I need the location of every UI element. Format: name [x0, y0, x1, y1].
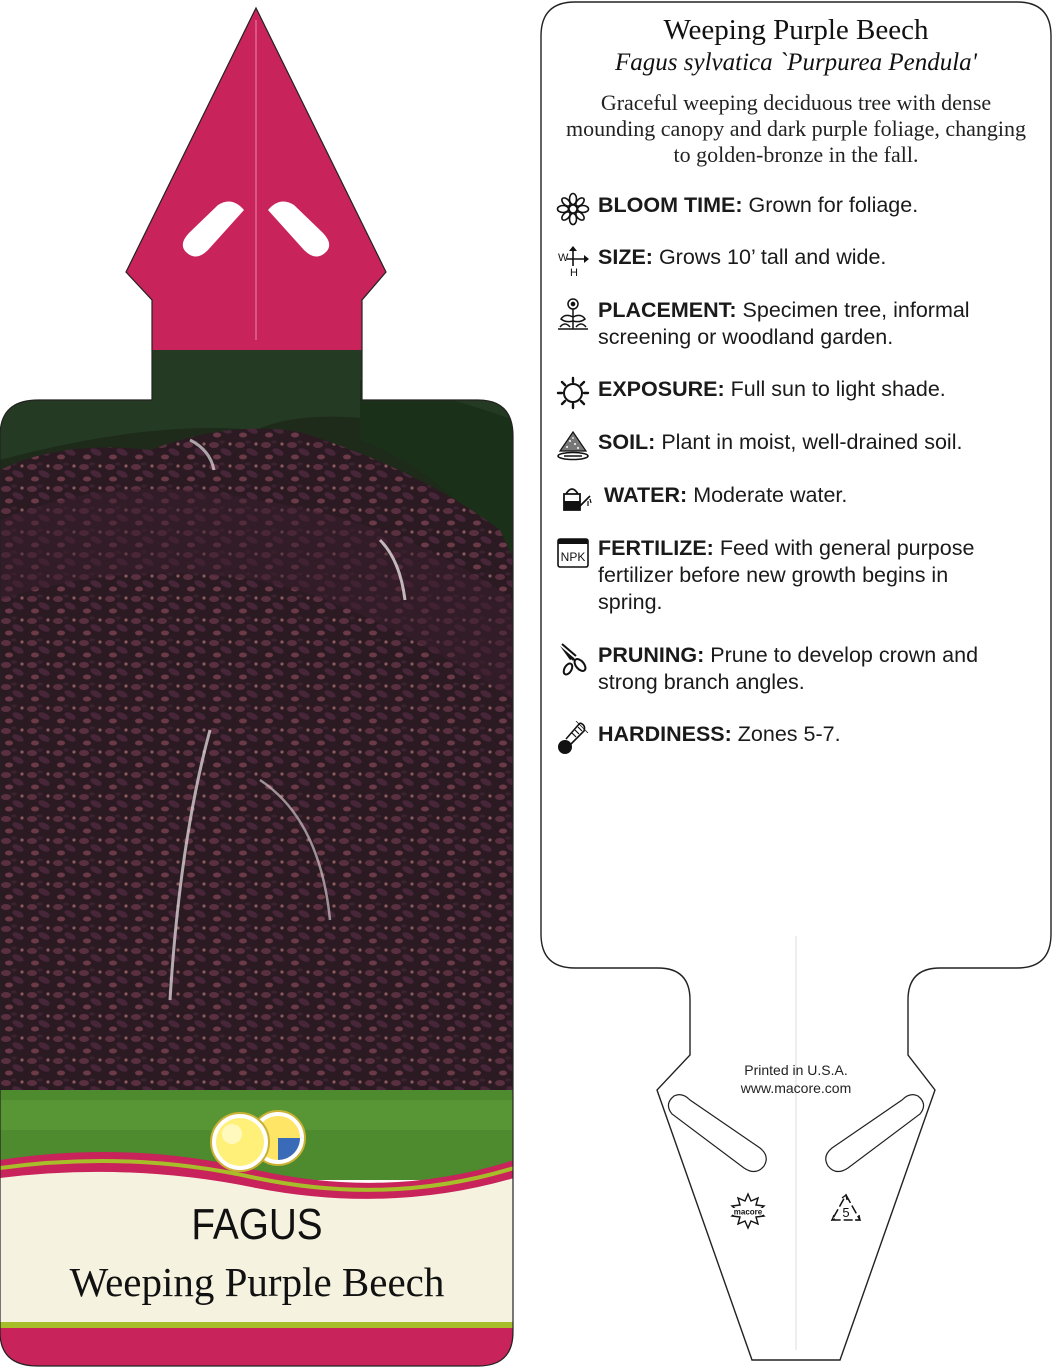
plant-placement-icon [556, 297, 590, 331]
care-fertilize [556, 535, 1026, 619]
care-bloom-time [556, 192, 1026, 222]
watering-can-icon [558, 482, 592, 516]
width-letter: W [558, 252, 569, 264]
plant-description: Graceful weeping deciduous tree with dense mounding canopy and dark purple foliage, changing to golden-bronze in the fall. [565, 90, 1027, 167]
front-tag [0, 8, 514, 1369]
tree-photo [0, 350, 514, 1180]
macore-logo-text: macore [733, 1207, 763, 1217]
care-label: SIZE: [598, 245, 653, 269]
care-value: Grows 10’ tall and wide. [658, 245, 887, 269]
care-value: Moderate water. [693, 483, 848, 507]
care-hardiness [556, 721, 1026, 751]
macore-logo-icon [728, 1192, 768, 1230]
botanical-name: Fagus sylvatica `Purpurea Pendula' [615, 49, 977, 76]
care-value: Plant in moist, well-drained soil. [661, 430, 963, 454]
recycle-number: 5 [842, 1205, 850, 1220]
care-value: Feed with general purpose fertilizer before new growth begins in spring. [598, 536, 975, 614]
care-label: PRUNING: [598, 643, 705, 667]
care-value: Specimen tree, informal screening or woodland garden. [598, 298, 970, 349]
care-label: WATER: [604, 483, 688, 507]
thermometer-icon [556, 721, 590, 755]
care-value: Grown for foliage. [748, 193, 919, 217]
common-name: Weeping Purple Beech [69, 1259, 445, 1305]
care-value: Prune to develop crown and strong branch angles. [598, 643, 979, 694]
recycle-icon [828, 1192, 864, 1226]
soil-icon [556, 429, 590, 463]
care-soil [556, 429, 1026, 459]
flower-icon [556, 192, 590, 226]
care-label: HARDINESS: [598, 722, 732, 746]
genus-name: FAGUS [191, 1200, 323, 1249]
size-arrows-icon [556, 244, 590, 278]
printed-country: Printed in U.S.A. [744, 1062, 848, 1078]
pruners-icon [556, 642, 590, 676]
care-label: EXPOSURE: [598, 377, 725, 401]
care-value: Zones 5-7. [737, 722, 841, 746]
plant-title: Weeping Purple Beech [663, 14, 929, 46]
height-letter: H [570, 267, 578, 278]
care-pruning [556, 642, 1026, 698]
care-size [556, 244, 1026, 278]
printer-website: www.macore.com [740, 1080, 852, 1096]
care-label: FERTILIZE: [598, 536, 714, 560]
care-value: Full sun to light shade. [730, 377, 946, 401]
fertilizer-icon [556, 535, 590, 569]
care-label: SOIL: [598, 430, 656, 454]
printer-info [690, 1061, 902, 1097]
care-label: PLACEMENT: [598, 298, 737, 322]
care-placement [556, 297, 1026, 353]
npk-label: NPK [560, 550, 586, 564]
care-water [556, 482, 1026, 512]
sun-exposure-icon [211, 1111, 305, 1171]
care-exposure [556, 376, 1026, 406]
sun-icon [556, 376, 590, 410]
care-label: BLOOM TIME: [598, 193, 743, 217]
